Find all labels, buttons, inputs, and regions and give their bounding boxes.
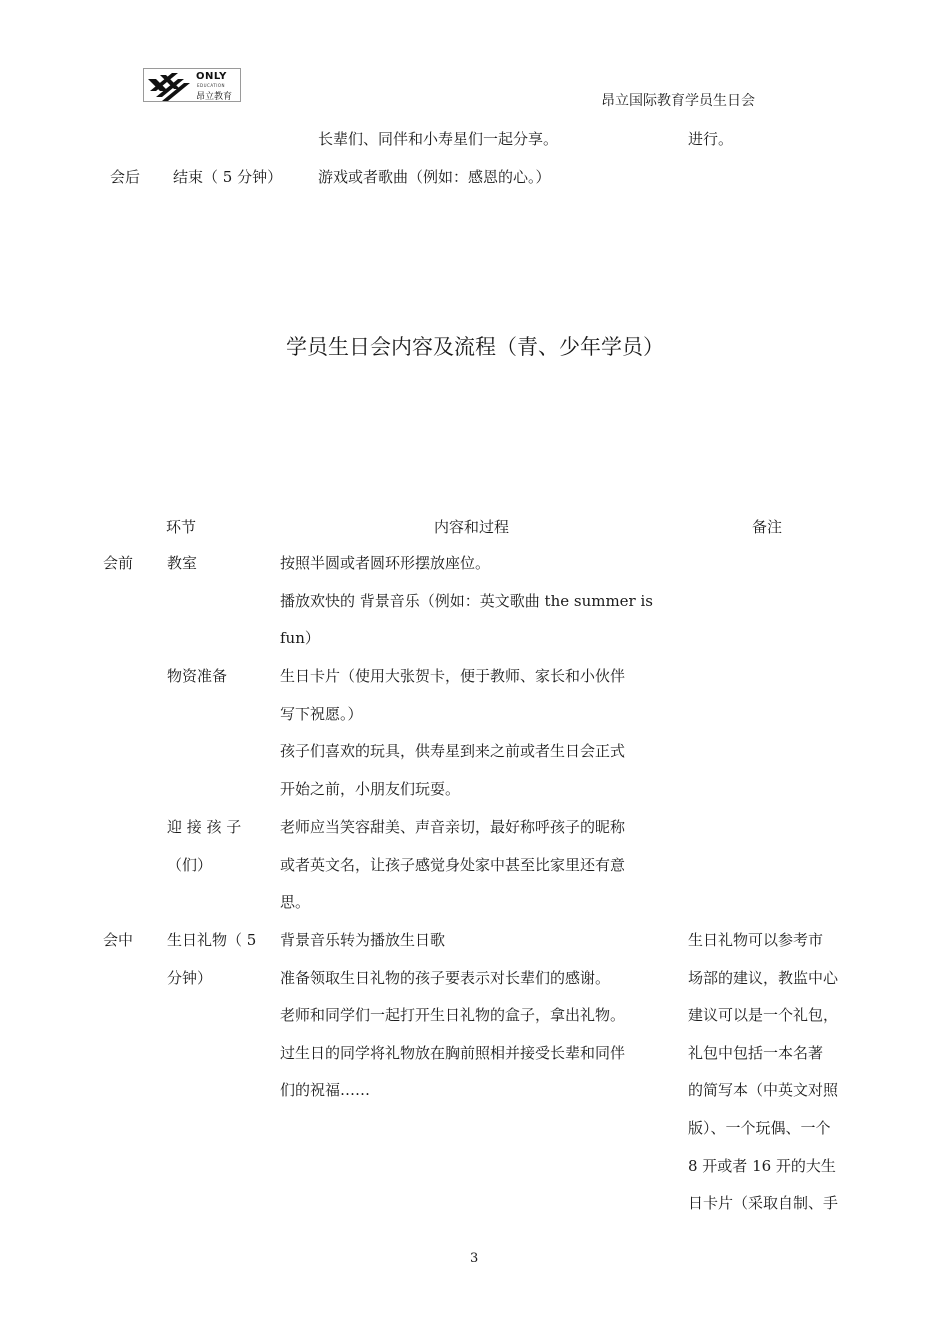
step-line: 分钟）: [167, 968, 213, 987]
note-line: 的简写本（中英文对照: [688, 1081, 839, 1100]
step-welcome: [167, 809, 241, 884]
logo-subtext: EDUCATION: [197, 83, 226, 88]
note-line: 日卡片（采取自制、手: [688, 1194, 839, 1213]
step-end: 结束（ 5 分钟）: [173, 168, 283, 186]
content-line: 背景音乐转为播放生日歌: [280, 931, 446, 949]
content-line: 准备领取生日礼物的孩子要表示对长辈们的感谢。: [280, 968, 611, 987]
content-line: 孩子们喜欢的玩具，供寿星到来之前或者生日会正式: [280, 742, 626, 761]
note-line: 场部的建议，教监中心: [688, 968, 839, 987]
classroom-content: [280, 545, 653, 658]
step-line: 生日礼物（ 5: [167, 931, 257, 949]
company-logo: [143, 68, 241, 102]
logo-chinese: 昂立教育: [196, 92, 233, 102]
end-content: 游戏或者歌曲（例如：感恩的心。）: [318, 168, 551, 186]
phase-after: 会后: [110, 168, 141, 186]
content-line: 们的祝福……: [280, 1081, 371, 1100]
content-line: 开始之前，小朋友们玩耍。: [280, 779, 461, 798]
logo-mark-icon: [146, 71, 192, 101]
note-line: 建议可以是一个礼包，: [688, 1006, 839, 1025]
step-line: （们）: [167, 855, 213, 874]
step-line: 迎 接 孩 子: [167, 818, 242, 836]
gift-note: [688, 922, 838, 1223]
header-note: 备注: [752, 518, 783, 536]
content-line: 老师和同学们一起打开生日礼物的盒子，拿出礼物。: [280, 1006, 626, 1025]
running-header: 昂立国际教育学员生日会: [601, 93, 755, 109]
welcome-content: [280, 809, 625, 922]
step-gift: [167, 922, 256, 997]
content-line: 生日卡片（使用大张贺卡，便于教师、家长和小伙伴: [280, 667, 626, 685]
note-line: 8 开或者 16 开的大生: [688, 1156, 836, 1175]
logo-wordmark: ONLY: [196, 71, 227, 82]
header-step: 环节: [166, 518, 197, 536]
note-line: 生日礼物可以参考市: [688, 931, 824, 949]
content-line: 播放欢快的 背景音乐（例如：英文歌曲 the summer is: [280, 591, 653, 610]
header-content: 内容和过程: [434, 518, 510, 536]
content-line: 老师应当笑容甜美、声音亲切，最好称呼孩子的昵称: [280, 818, 626, 836]
page-number: 3: [470, 1251, 479, 1266]
section-title: 学员生日会内容及流程（青、少年学员）: [286, 335, 664, 359]
content-line: 或者英文名，让孩子感觉身处家中甚至比家里还有意: [280, 855, 626, 874]
step-materials: 物资准备: [167, 667, 228, 685]
note-line: 版）、一个玩偶、一个: [688, 1118, 831, 1137]
content-line: fun）: [280, 629, 320, 648]
content-line: 思。: [280, 893, 311, 912]
gift-content: [280, 922, 625, 1110]
content-line: 写下祝愿。）: [280, 704, 363, 723]
materials-content: [280, 658, 625, 808]
content-line: 过生日的同学将礼物放在胸前照相并接受长辈和同伴: [280, 1043, 626, 1062]
prev-table-note: 进行。: [688, 130, 734, 148]
note-line: 礼包中包括一本名著: [688, 1043, 824, 1062]
content-line: 按照半圆或者圆环形摆放座位。: [280, 554, 491, 572]
step-classroom: 教室: [167, 554, 198, 572]
phase-before: 会前: [103, 554, 134, 572]
prev-table-content: 长辈们、同伴和小寿星们一起分享。: [318, 130, 559, 148]
phase-during: 会中: [103, 931, 134, 949]
